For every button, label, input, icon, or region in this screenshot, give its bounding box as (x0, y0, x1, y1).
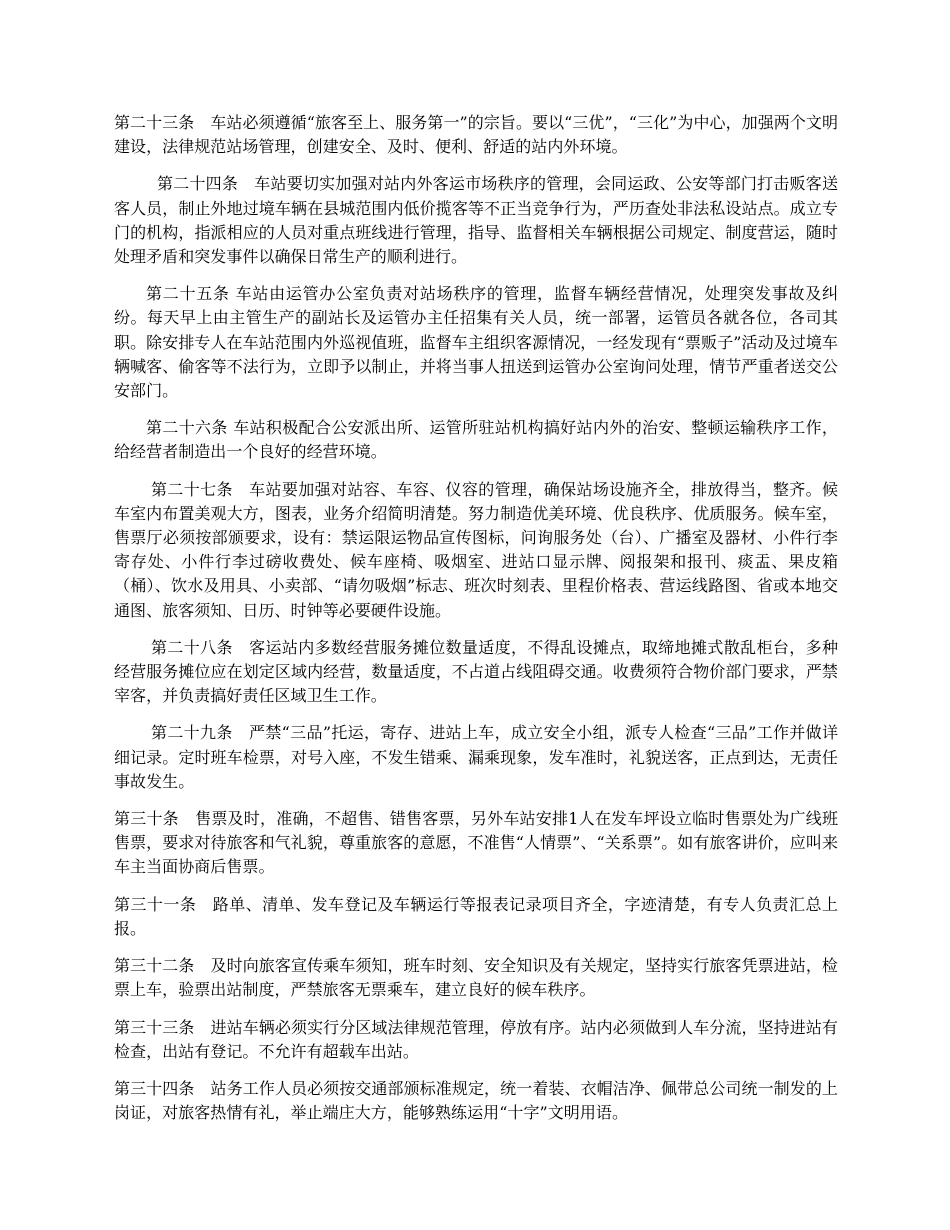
article-26: 第二十六条 车站积极配合公安派出所、运管所驻站机构搞好站内外的治安、整顿运输秩序工作，给经营者制造出一个良好的经营环境。 (114, 418, 838, 462)
article-25: 第二十五条 车站由运管办公室负责对站场秩序的管理，监督车辆经营情况，处理突发事故及纠纷。每天早上由主管生产的副站长及运管办主任招集有关人员，统一部署，运管员各就各位，各司其职。除安排专人在车站范围内外巡视值班，监督车主组织客源情况，一经发现有“票贩子”活动及过境车辆喊客、偷客等不法行为，立即予以制止，并将当事人扭送到运管办公室询问处理，情节严重者送交公安部门。 (114, 284, 838, 401)
article-27: 第二十七条 车站要加强对站容、车容、仪容的管理，确保站场设施齐全，排放得当，整齐。候车室内布置美观大方，图表，业务介绍简明清楚。努力制造优美环境、优良秩序、优质服务。候车室，售票厅必须按部颁要求，设有：禁运限运物品宣传图标，问询服务处（台）、广播室及器材、小件行李寄存处、小件行李过磅收费处、候车座椅、吸烟室、进站口显示牌、阅报架和报刊、痰盂、果皮箱（桶）、饮水及用具、小卖部、“请勿吸烟”标志、班次时刻表、里程价格表、营运线路图、省或本地交通图、旅客须知、日历、时钟等必要硬件设施。 (114, 479, 838, 620)
document-body (114, 111, 838, 1138)
article-23: 第二十三条 车站必须遵循“旅客至上、服务第一”的宗旨。要以“三优”，“三化”为中心，加强两个文明建设，法律规范站场管理，创建安全、及时、便利、舒适的站内外环境。 (114, 113, 838, 157)
article-34: 第三十四条 站务工作人员必须按交通部颁标准规定，统一着装、衣帽洁净、佩带总公司统一制发的上岗证，对旅客热情有礼，举止端庄大方，能够熟练运用“十字”文明用语。 (114, 1078, 838, 1123)
article-31: 第三十一条 路单、清单、发车登记及车辆运行等报表记录项目齐全，字迹清楚，有专人负责汇总上报。 (114, 894, 838, 938)
article-33: 第三十三条 进站车辆必须实行分区域法律规范管理，停放有序。站内必须做到人车分流，坚持进站有检查，出站有登记。不允许有超载车出站。 (114, 1017, 838, 1061)
article-28: 第二十八条 客运站内多数经营服务摊位数量适度，不得乱设摊点，取缔地摊式散乱柜台，多种经营服务摊位应在划定区域内经营，数量适度，不占道占线阻碍交通。收费须符合物价部门要求，严禁宰客，并负责搞好责任区域卫生工作。 (114, 637, 838, 706)
article-29: 第二十九条 严禁“三品”托运，寄存、进站上车，成立安全小组，派专人检查“三品”工作并做详细记录。定时班车检票，对号入座，不发生错乘、漏乘现象，发车准时，礼貌送客，正点到达，无责任事故发生。 (114, 723, 838, 791)
article-30: 第三十条 售票及时，准确，不超售、错售客票，另外车站安排1人在发车坪设立临时售票处为广线班售票，要求对待旅客和气礼貌，尊重旅客的意愿，不准售“人情票”、“关系票”。如有旅客讲价，应叫来车主当面协商后售票。 (114, 809, 838, 877)
article-24: 第二十四条 车站要切实加强对站内外客运市场秩序的管理，会同运政、公安等部门打击贩客送客人员，制止外地过境车辆在县城范围内低价揽客等不正当竞争行为，严历查处非法私设站点。成立专门的机构，指派相应的人员对重点班线进行管理，指导、监督相关车辆根据公司规定、制度营运，随时处理矛盾和突发事件以确保日常生产的顺利进行。 (114, 174, 838, 267)
article-32: 第三十二条 及时向旅客宣传乘车须知，班车时刻、安全知识及有关规定，坚持实行旅客凭票进站，检票上车，验票出站制度，严禁旅客无票乘车，建立良好的候车秩序。 (114, 956, 838, 1000)
